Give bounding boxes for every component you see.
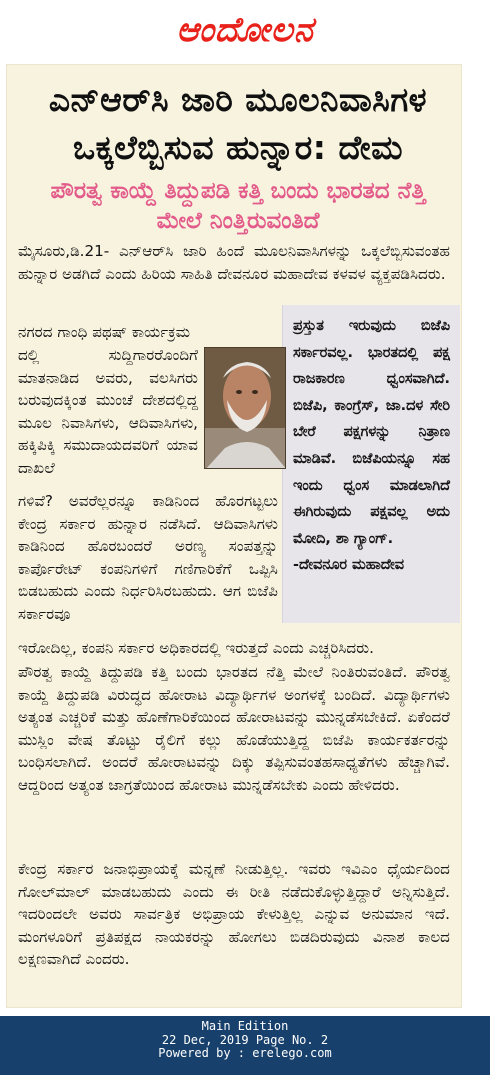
article-subhead [18, 176, 458, 236]
paragraph-2-narrow: ದಲ್ಲಿ ಸುದ್ದಿಗಾರರೊಂದಿಗೆ ಮಾತನಾಡಿದ ಅವರು, ವಲಸಿಗರು ಬರುವುದಕ್ಕಿಂತ ಮುಂಚೆ ದೇಶದಲ್ಲಿದ್ದ ಮೂಲ ನಿವಾಸಿಗಳು, ಆದಿವಾಸಿಗಳು, ಹಕ್ಕಿಪಿಕ್ಕಿ ಸಮುದಾಯದವರಿಗೆ ಯಾವ ದಾಖಲೆ [18, 346, 198, 477]
paragraph-3: ಪೌರತ್ವ ಕಾಯ್ದೆ ತಿದ್ದುಪಡಿ ಕತ್ತಿ ಬಂದು ಭಾರತದ ನೆತ್ತಿ ಮೇಲೆ ನಿಂತಿರುವಂತಿದೆ. ಪೌರತ್ವ ಕಾಯ್ದೆ ತಿದ್ದುಪಡಿ ವಿರುದ್ಧದ ಹೋರಾಟ ವಿದ್ಯಾರ್ಥಿಗಳ ಅಂಗಳಕ್ಕೆ ಬಂದಿದೆ. ವಿದ್ಯಾರ್ಥಿಗಳು ಅತ್ಯಂತ ಎಚ್ಚರಿಕೆ ಮತ್ತು ಹೊಣೆಗಾರಿಕೆಯಿಂದ ಹೋರಾಟವನ್ನು ಮುನ್ನಡೆಸಬೇಕಿದೆ. ಏಕೆಂದರೆ ಮುಸ್ಲಿಂ ವೇಷ ತೊಟ್ಟು ರೈಲಿಗೆ ಕಲ್ಲು ಹೊಡೆಯುತ್ತಿದ್ದ ಬಿಜೆಪಿ ಕಾರ್ಯಕರ್ತರನ್ನು ಬಂಧಿಸಲಾಗಿದೆ. ಅಂದರೆ ಹೋರಾಟವನ್ನು ದಿಕ್ಕು ತಪ್ಪಿಸುವಂತಹಸಾಧ್ಯತೆಗಳು ಹೆಚ್ಚಾಗಿವೆ. ಆದ್ದರಿಂದ ಅತ್ಯಂತ ಜಾಗ್ರತೆಯಿಂದ ಹೋರಾಟ ಮುನ್ನಡೆಸಬೇಕು ಎಂದು ಹೇಳಿದರು. [18, 663, 450, 794]
paragraph-2-end: ಇರೋದಿಲ್ಲ, ಕಂಪನಿ ಸರ್ಕಾರ ಅಧಿಕಾರದಲ್ಲಿ ಇರುತ್ತದೆ ಎಂದು ಎಚ್ಚರಿಸಿದರು. [18, 639, 374, 657]
footer-edition: Main Edition [201, 1019, 289, 1033]
paragraph-1: ಮೈಸೂರು,ಡಿ.21- ಎನ್‌ಆರ್‌ಸಿ ಜಾರಿ ಹಿಂದೆ ಮೂಲನಿವಾಸಿಗಳನ್ನು ಒಕ್ಕಲೆಬ್ಬಿಸುವಂತಹ ಹುನ್ನಾರ ಅಡಗಿದೆ ಎಂದು ಹಿರಿಯ ಸಾಹಿತಿ ದೇವನೂರ ಮಹಾದೇವ ಕಳವಳ ವ್ಯಕ್ತಪಡಿಸಿದರು. [18, 242, 450, 283]
footer-bar [0, 1016, 490, 1075]
pull-quote [282, 305, 460, 623]
article-headline [18, 76, 458, 172]
headline-line-1: ಎನ್‌ಆರ್‌ಸಿ ಜಾರಿ ಮೂಲನಿವಾಸಿಗಳ [48, 80, 428, 119]
footer-date-page: 22 Dec, 2019 Page No. 2 [161, 1032, 329, 1047]
subhead-line-2: ಮೇಲೆ ನಿಂತ್ತಿರುವಂತಿದೆ [156, 208, 320, 234]
footer-powered-by: Powered by : erelego.com [158, 1046, 332, 1061]
pull-quote-text: ಪ್ರಸ್ತುತ ಇರುವುದು ಬಿಜೆಪಿ ಸರ್ಕಾರವಲ್ಲ. ಭಾರತದಲ್ಲಿ ಪಕ್ಷ ರಾಜಕಾರಣ ಧ್ವಂಸವಾಗಿದೆ. ಬಿಜೆಪಿ, ಕಾಂಗ್ರೆಸ್, ಜಾ.ದಳ ಸೇರಿ ಬೇರೆ ಪಕ್ಷಗಳನ್ನು ನಿತ್ರಾಣ ಮಾಡಿವೆ. ಬಿಜೆಪಿಯನ್ನೂ ಸಹ ಇಂದು ಧ್ವಂಸ ಮಾಡಲಾಗಿದೆ ಈಗಿರುವುದು ಪಕ್ಷವಲ್ಲ ಅದು ಮೋದಿ, ಶಾ ಗ್ಯಾಂಗ್. [293, 318, 450, 547]
paragraph-2-top: ನಗರದ ಗಾಂಧಿ ಪಥಷ್ ಕಾರ್ಯಕ್ರಮ [18, 323, 191, 341]
author-photo [204, 347, 286, 469]
paragraph-2-rest: ಗಳಿವೆ? ಅವರೆಲ್ಲರನ್ನೂ ಕಾಡಿನಿಂದ ಹೊರಗಟ್ಟಲು ಕೇಂದ್ರ ಸರ್ಕಾರ ಹುನ್ನಾರ ನಡೆಸಿದೆ. ಆದಿವಾಸಿಗಳು ಕಾಡಿನಿಂದ ಹೊರಬಂದರೆ ಅರಣ್ಯ ಸಂಪತ್ತನ್ನು ಕಾರ್ಪೊರೇಟ್ ಕಂಪನಿಗಳಿಗೆ ಗಣಿಗಾರಿಕೆಗೆ ಒಪ್ಪಿಸಿ ಬಿಡಬಹುದು ಎಂದು ನಿರ್ಧರಿಸಿರಬಹುದು. ಆಗ ಬಿಜೆಪಿ ಸರ್ಕಾರವೂ [18, 492, 278, 623]
masthead [0, 0, 490, 60]
newspaper-logo: ಆಂದೋಲನ [176, 10, 314, 50]
subhead-line-1: ಪೌರತ್ವ ಕಾಯ್ದೆ ತಿದ್ದುಪಡಿ ಕತ್ತಿ ಬಂದು ಭಾರತದ ನೆತ್ತಿ [50, 178, 426, 204]
portrait-image [205, 348, 286, 469]
pull-quote-attribution: -ದೇವನೂರ ಮಹಾದೇವ [293, 557, 405, 574]
headline-line-2: ಒಕ್ಕಲೆಬ್ಬಿಸುವ ಹುನ್ನಾರ: ದೇಮ [73, 128, 403, 167]
paragraph-4: ಕೇಂದ್ರ ಸರ್ಕಾರ ಜನಾಭಿಪ್ರಾಯಕ್ಕೆ ಮನ್ನಣೆ ನೀಡುತ್ತಿಲ್ಲ. ಇವರು ಇವಿಎಂ ಧೈರ್ಯದಿಂದ ಗೋಲ್‌ಮಾಲ್ ಮಾಡಬಹುದು ಎಂದು ಈ ರೀತಿ ನಡೆದುಕೊಳ್ಳುತ್ತಿದ್ದಾರೆ ಅನ್ನಿಸುತ್ತಿದೆ. ಇದರಿಂದಲೇ ಅವರು ಸಾರ್ವತ್ರಿಕ ಅಭಿಪ್ರಾಯ ಕೇಳುತ್ತಿಲ್ಲ ಎನ್ನುವ ಅನುಮಾನ ಇದೆ. ಮಂಗಳೂರಿಗೆ ಪ್ರತಿಪಕ್ಷದ ನಾಯಕರನ್ನು ಹೋಗಲು ಬಿಡದಿರುವುದು ವಿನಾಶ ಕಾಲದ ಲಕ್ಷಣವಾಗಿದೆ ಎಂದರು. [18, 860, 450, 969]
